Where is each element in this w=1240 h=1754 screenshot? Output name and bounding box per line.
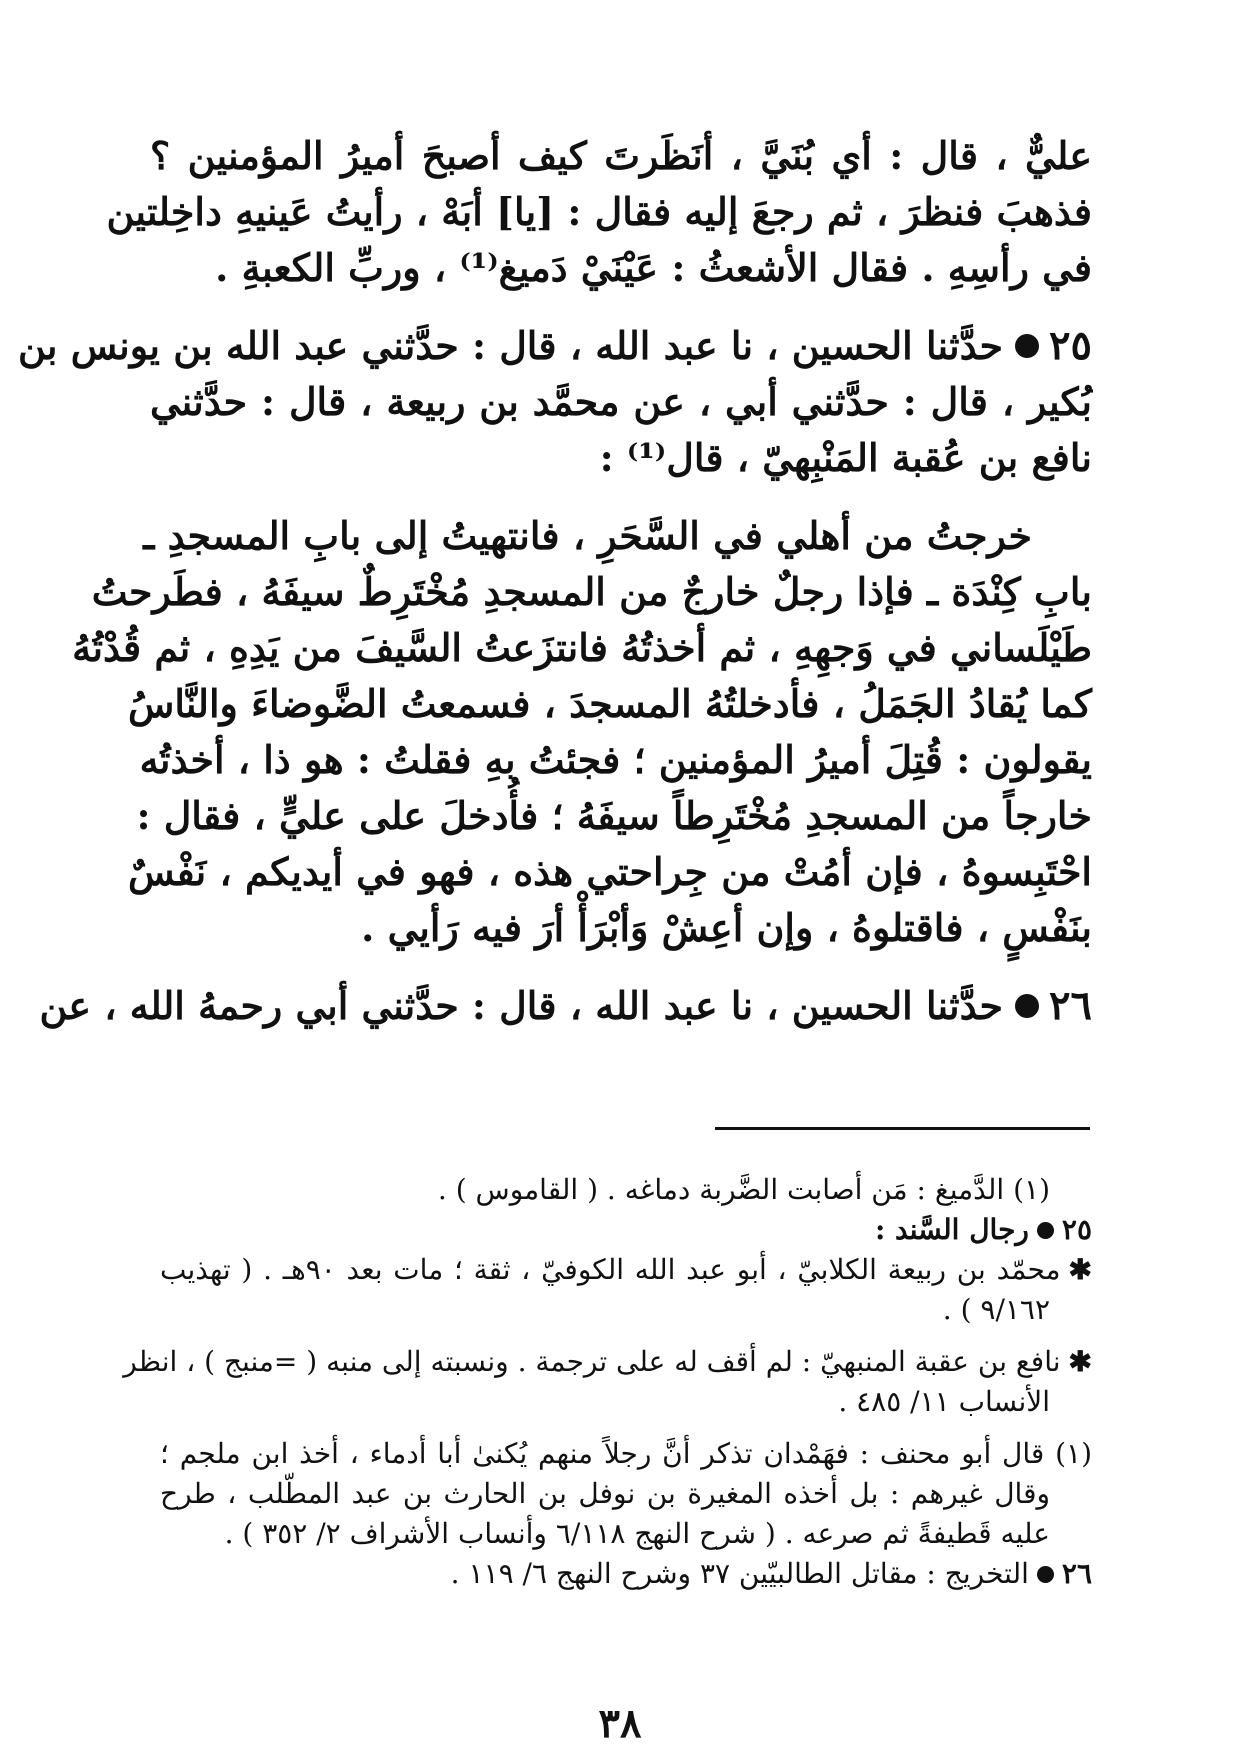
main-text [18, 128, 1092, 1034]
text-line: كما يُقادُ الجَمَلُ ، فأدخلتُهُ المسجدَ ، فسمعتُ الضَّوضاءَ والنَّاسُ [127, 681, 1092, 726]
bullet-icon [1037, 1566, 1054, 1583]
footnote-line [160, 1250, 1092, 1290]
footnote-line [123, 1342, 1092, 1382]
takhrij-line [160, 1554, 1092, 1594]
hadith-25-heading [18, 318, 1092, 374]
footnote-line: ٩/١٦٢ ) . [942, 1293, 1050, 1326]
rijal-entry-text: نافع بن عقبة المنبهيّ : لم أقف له على ترجمة . ونسبته إلى منبه ( =منبج ) ، انظر [123, 1345, 1061, 1378]
footnote-divider [715, 1127, 1090, 1130]
text-line: بُكير ، قال : حدَّثني أبي ، عن محمَّد بن ربيعة ، قال : حدَّثني [150, 379, 1092, 424]
takhrij-text: التخريج : مقاتل الطالبيّين ٣٧ وشرح النهج ٦/ ١١٩ . [450, 1557, 1029, 1590]
footnote-line: وقال غيرهم : بل أخذه المغيرة بن نوفل بن الحارث بن عبد المطّلب ، طرح [160, 1477, 1050, 1510]
rijal-heading-text: رجال السَّند : [874, 1213, 1029, 1246]
footnotes [123, 1170, 1092, 1594]
page-number: ٣٨ [598, 1700, 642, 1747]
footnote-line: الأنساب ١١/ ٤٨٥ . [838, 1385, 1050, 1418]
text-line: طَيْلَساني في وَجهِهِ ، ثم أخذتُهُ فانتزَعتُ السَّيفَ من يَدِهِ ، ثم قُدْتُهُ [72, 625, 1092, 670]
hadith-number: ٢٥ [1049, 322, 1092, 369]
text-line: يقولون : قُتِلَ أميرُ المؤمنين ؛ فجئتُ بهِ فقلتُ : هو ذا ، أخذتُه [139, 737, 1092, 782]
text-line: في رأسِهِ . فقال الأشعثُ : عَيْنَيْ دَميغ⁽¹⁾ ، وربِّ الكعبةِ . [215, 245, 1092, 290]
asterisk-icon: ✱ [1068, 1253, 1092, 1286]
footnote-hadith-number: ٢٦ [1061, 1557, 1092, 1590]
text-line: خرجتُ من أهلي في السَّحَرِ ، فانتهيتُ إلى بابِ المسجدِ ـ [143, 513, 1032, 558]
bullet-icon [1037, 1222, 1054, 1239]
hadith-26-heading [39, 978, 1092, 1034]
text-line: نافع بن عُقبة المَنْبِهيّ ، قال⁽¹⁾ : [599, 435, 1092, 480]
text-line: احْتَبِسوهُ ، فإن أمُتْ من جِراحتي هذه ، فهو في أيديكم ، نَفْسٌ [128, 849, 1092, 894]
footnote-hadith-number: ٢٥ [1061, 1213, 1092, 1246]
rijal-heading [160, 1210, 1092, 1250]
asterisk-icon: ✱ [1068, 1345, 1092, 1378]
text-line: خارجاً من المسجدِ مُخْتَرِطاً سيفَهُ ؛ فأُدخلَ على عليٍّ ، فقال : [136, 793, 1092, 838]
bullet-icon [1015, 994, 1039, 1018]
hadith-number: ٢٦ [1049, 982, 1092, 1029]
text-line: بنَفْسٍ ، فاقتلوهُ ، وإن أعِشْ وَأبْرَأْ أرَ فيه رَأيي . [361, 905, 1092, 950]
text-line: عليٌّ ، قال : أي بُنَيَّ ، أنَظَرتَ كيف أصبحَ أميرُ المؤمنين ؟ [150, 133, 1092, 178]
text-line: بابِ كِنْدَة ـ فإذا رجلٌ خارجٌ من المسجدِ مُخْتَرِطٌ سيفَهُ ، فطَرحتُ [91, 569, 1092, 614]
rijal-entry-text: محمّد بن ربيعة الكلابيّ ، أبو عبد الله الكوفيّ ، ثقة ؛ مات بعد ٩٠هـ . ( تهذيب [160, 1253, 1061, 1286]
footnote-line: (١) قال أبو محنف : فهَمْدان تذكر أنَّ رجلاً منهم يُكنىٰ أبا أدماء ، أخذ ابن ملجم ؛ [160, 1437, 1092, 1470]
hadith-isnad-line: حدَّثنا الحسين ، نا عبد الله ، قال : حدَّثني عبد الله بن يونس بن [18, 323, 1004, 368]
footnote-line: عليه قَطيفةً ثم صرعه . ( شرح النهج ٦/١١٨ وأنساب الأشراف ٢/ ٣٥٢ ) . [224, 1517, 1050, 1550]
bullet-icon [1015, 334, 1039, 358]
text-line: فذهبَ فنظرَ ، ثم رجعَ إليه فقال : [يا] أبَهْ ، رأيتُ عَينيهِ داخِلتين [106, 189, 1092, 234]
hadith-isnad-line: حدَّثنا الحسين ، نا عبد الله ، قال : حدَّثني أبي رحمهُ الله ، عن [39, 983, 1004, 1028]
footnote-line: (١) الدَّميغ : مَن أصابت الضَّربة دماغه . ( القاموس ) . [437, 1173, 1050, 1206]
